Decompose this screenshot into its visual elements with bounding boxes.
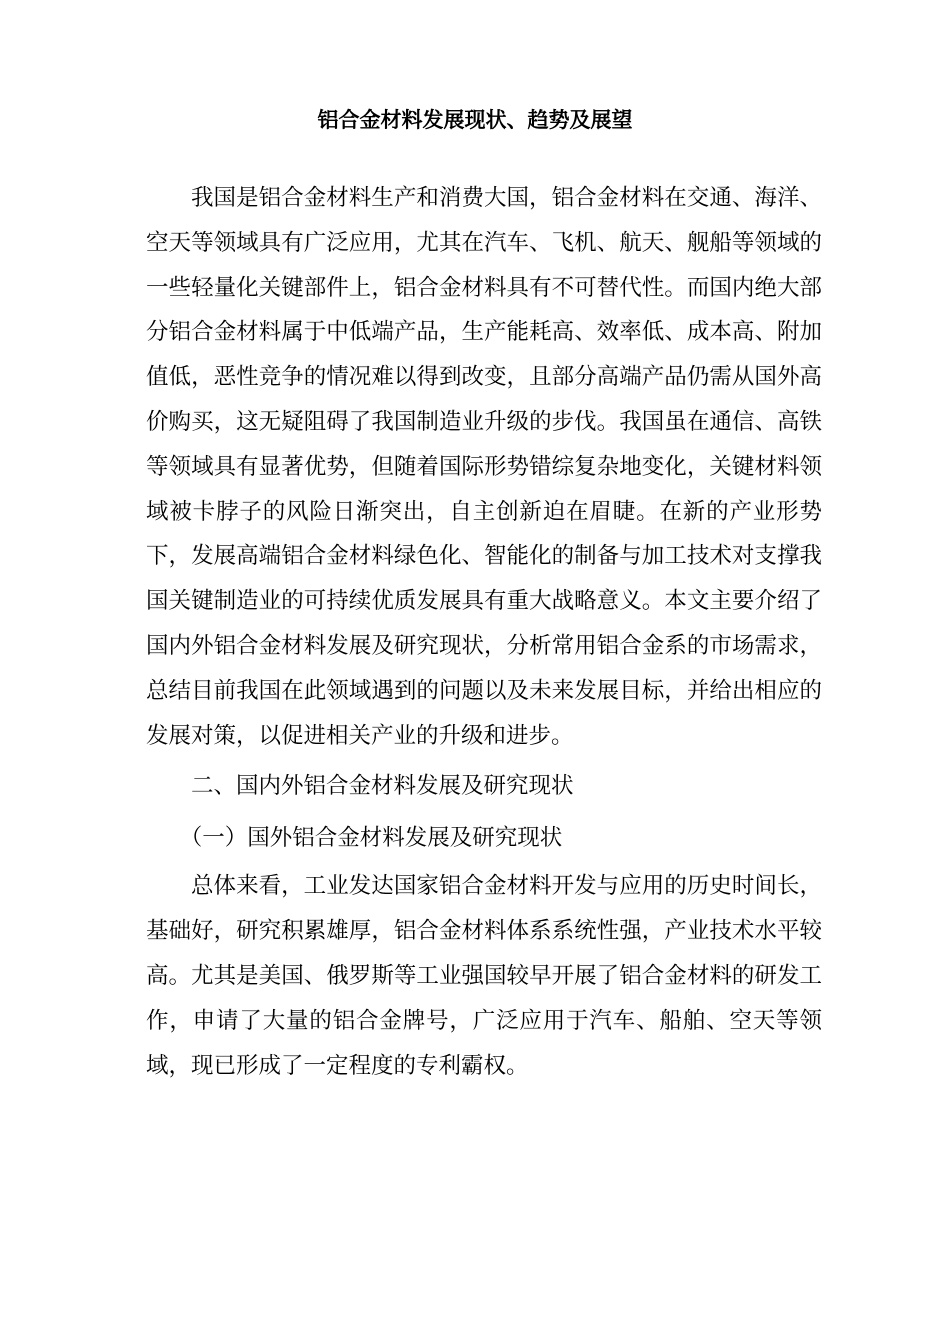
intro-paragraph: 我国是铝合金材料生产和消费大国，铝合金材料在交通、海洋、空天等领域具有广泛应用，尤其在汽车、飞机、航天、舰船等领域的一些轻量化关键部件上，铝合金材料具有不可替代性。而国内绝大部分铝合金材料属于中低端产品，生产能耗高、效率低、成本高、附加值低，恶性竞争的情况难以得到改变，且部分高端产品仍需从国外高价购买，这无疑阻碍了我国制造业升级的步伐。我国虽在通信、高铁等领域具有显著优势，但随着国际形势错综复杂地变化，关键材料领域被卡脖子的风险日渐突出，自主创新迫在眉睫。在新的产业形势下，发展高端铝合金材料绿色化、智能化的制备与加工技术对支撑我国关键制造业的可持续优质发展具有重大战略意义。本文主要介绍了国内外铝合金材料发展及研究现状，分析常用铝合金系的市场需求，总结目前我国在此领域遇到的问题以及未来发展目标，并给出相应的发展对策，以促进相关产业的升级和进步。 xyxy=(146,185,822,749)
section-heading: 二、国内外铝合金材料发展及研究现状 xyxy=(191,773,574,800)
document-body xyxy=(146,176,822,1088)
body-paragraph: 总体来看，工业发达国家铝合金材料开发与应用的历史时间长，基础好，研究积累雄厚，铝合金材料体系系统性强，产业技术水平较高。尤其是美国、俄罗斯等工业强国较早开展了铝合金材料的研发工作，申请了大量的铝合金牌号，广泛应用于汽车、船舶、空天等领域，现已形成了一定程度的专利霸权。 xyxy=(146,873,822,1079)
subsection-heading: （一）国外铝合金材料发展及研究现状 xyxy=(179,825,563,852)
document-title: 铝合金材料发展现状、趋势及展望 xyxy=(317,107,633,132)
